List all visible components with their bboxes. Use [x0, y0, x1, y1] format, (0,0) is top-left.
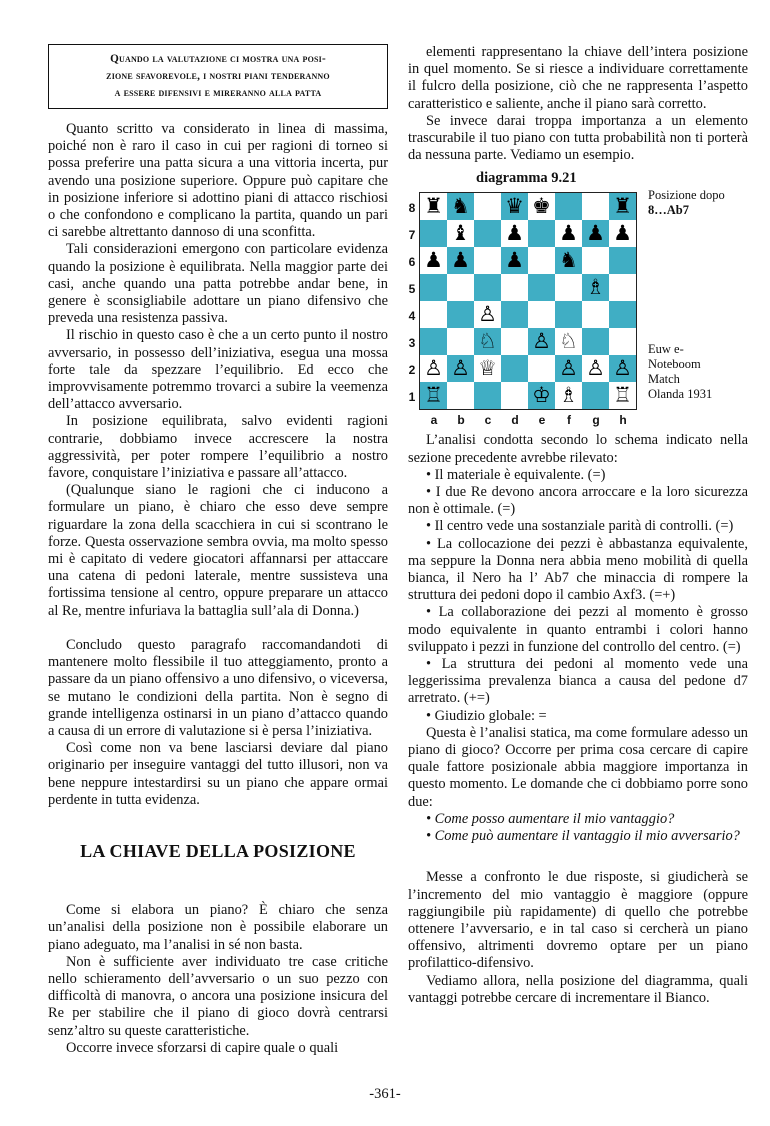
chess-piece: ♜ — [424, 194, 443, 219]
board-square-d1 — [501, 382, 528, 409]
board-square-g3 — [582, 328, 609, 355]
board-square-a7 — [420, 220, 447, 247]
paragraph: Non è sufficiente aver individuato tre case critiche nello schieramento dell’avversario o un suo pezzo con difficoltà di manovra, o ancora una posizione insicura del Re per stabilire che il piano di gioco dovrà centrarsi senz’altro su queste caratteristiche. — [48, 953, 388, 1039]
paragraph: Vediamo allora, nella posizione del diagramma, quali vantaggi potrebbe cercare di incrementare il Bianco. — [408, 972, 748, 1006]
chess-piece: ♘ — [559, 329, 578, 354]
board-square-f3 — [555, 328, 582, 355]
board-square-a3 — [420, 328, 447, 355]
rank-label: 8 — [408, 200, 416, 215]
paragraph: Concludo questo paragrafo raccomandandoti di mantenere molto flessibile il tuo atteggiamento, pronto a passare da un piano offensivo a uno difensivo, o viceversa, se mutano le condizioni della partita. Non è segno di grande intelligenza ostinarsi in un piano d’attacco quando a causa di un errore di valutazione si è persa l’iniziativa. — [48, 636, 388, 739]
chess-piece: ♟ — [559, 221, 578, 246]
chess-piece: ♙ — [559, 356, 578, 381]
board-square-e1 — [528, 382, 555, 409]
caption-line: Posizione dopo — [648, 188, 725, 203]
rank-label: 5 — [408, 281, 416, 296]
board-square-a6 — [420, 247, 447, 274]
paragraph: elementi rappresentano la chiave dell’intera posizione in quel momento. Se si riesce a individuare correttamente il fulcro della posizione, ciò che ne rappresenta l’aspetto caratteristico e saliente, anche il piano sarà corretto. — [408, 44, 748, 112]
chess-diagram — [408, 170, 748, 432]
chess-piece: ♖ — [424, 383, 443, 408]
board-square-c4 — [474, 301, 501, 328]
board-square-f7 — [555, 220, 582, 247]
box-line: zione sfavorevole, i nostri piani tenderanno — [106, 70, 330, 82]
page-number: -361- — [369, 1086, 401, 1102]
board-square-f2 — [555, 355, 582, 382]
paragraph: Questa è l’analisi statica, ma come formulare adesso un piano di gioco? Occorre per prima cosa cercare di capire quale fattore posizionale abbia maggiore importanza in questo momento. Le domande che ci dobbiamo porre sono due: — [408, 724, 748, 810]
board-square-f1 — [555, 382, 582, 409]
chess-piece: ♟ — [613, 221, 632, 246]
file-label: f — [567, 413, 571, 428]
box-line: a essere difensivi e mireranno alla patta — [114, 87, 322, 99]
board-square-g5 — [582, 274, 609, 301]
board-square-c2 — [474, 355, 501, 382]
board-square-d6 — [501, 247, 528, 274]
chess-piece: ♟ — [505, 248, 524, 273]
board-square-a5 — [420, 274, 447, 301]
chess-piece: ♙ — [586, 356, 605, 381]
board-square-g7 — [582, 220, 609, 247]
chess-piece: ♟ — [424, 248, 443, 273]
board-square-e7 — [528, 220, 555, 247]
board-square-f5 — [555, 274, 582, 301]
rank-label: 1 — [408, 389, 416, 404]
paragraph: Occorre invece sforzarsi di capire quale o quali — [66, 1039, 339, 1056]
chess-piece: ♗ — [559, 383, 578, 408]
chess-piece: ♕ — [478, 356, 497, 381]
board-square-d2 — [501, 355, 528, 382]
chess-piece: ♙ — [451, 356, 470, 381]
board-square-c8 — [474, 193, 501, 220]
board-square-c7 — [474, 220, 501, 247]
file-label: b — [457, 413, 465, 428]
chess-piece: ♞ — [451, 194, 470, 219]
board-square-h7 — [609, 220, 636, 247]
chess-piece: ♛ — [505, 194, 524, 219]
chess-piece: ♙ — [478, 302, 497, 327]
bullet-item: • La collaborazione dei pezzi al momento è grosso modo equivalente in quanto entrambi i colori hanno sviluppato i pezzi in funzione del controllo del centro. (=) — [408, 604, 748, 655]
chess-board — [419, 192, 637, 410]
board-square-a4 — [420, 301, 447, 328]
paragraph: Quanto scritto va considerato in linea di massima, poiché non è raro il caso in cui per ragioni di torneo si possa preferire una patta sicura a una vittoria incerta, pur avendo una posizione superiore. Oppure può capitare che in posizione inferiore si adottino piani di attacco rischiosi o che confondono e complicano la partita, quando un pari ci sarebbe altrettanto dannoso di una sconfitta. — [48, 121, 388, 241]
bullet-item: • La collocazione dei pezzi è abbastanza equivalente, ma seppure la Donna nera abbia meno mobilità di quella bianca, il Nero ha l’ Ab7 che minaccia di rompere la struttura dei pedoni dopo il cambio Axf3. (=+) — [408, 535, 748, 604]
board-square-b1 — [447, 382, 474, 409]
file-label: c — [484, 413, 492, 428]
caption-line: 8…Ab7 — [648, 203, 689, 218]
board-square-d5 — [501, 274, 528, 301]
rank-label: 4 — [408, 308, 416, 323]
left-column — [48, 44, 388, 1057]
diagram-title: diagramma 9.21 — [476, 170, 577, 187]
board-square-c6 — [474, 247, 501, 274]
rank-label: 3 — [408, 335, 416, 350]
paragraph: Se invece darai troppa importanza a un elemento trascurabile il tuo piano con tutta probabilità non ti porterà da nessuna parte. Vediamo un esempio. — [408, 112, 748, 164]
board-square-e3 — [528, 328, 555, 355]
board-square-h1 — [609, 382, 636, 409]
bullet-item: • I due Re devono ancora arroccare e la loro sicurezza non è ottimale. (=) — [408, 484, 748, 518]
board-square-e2 — [528, 355, 555, 382]
file-label: a — [430, 413, 438, 428]
board-square-e4 — [528, 301, 555, 328]
section-heading: LA CHIAVE DELLA POSIZIONE — [80, 840, 356, 861]
board-square-b7 — [447, 220, 474, 247]
board-square-b6 — [447, 247, 474, 274]
caption-line: Noteboom — [648, 357, 701, 372]
bullet-item: • Giudizio globale: = — [426, 707, 547, 724]
board-square-d7 — [501, 220, 528, 247]
board-square-h8 — [609, 193, 636, 220]
chess-piece: ♙ — [532, 329, 551, 354]
board-square-g4 — [582, 301, 609, 328]
board-square-a8 — [420, 193, 447, 220]
chess-piece: ♟ — [451, 248, 470, 273]
caption-line: Euw e- — [648, 342, 684, 357]
board-square-h3 — [609, 328, 636, 355]
board-square-b2 — [447, 355, 474, 382]
file-label: d — [511, 413, 519, 428]
right-column — [408, 44, 748, 1007]
board-square-e6 — [528, 247, 555, 274]
box-line: Quando la valutazione ci mostra una posi- — [110, 53, 326, 65]
chess-piece: ♔ — [532, 383, 551, 408]
board-square-b3 — [447, 328, 474, 355]
board-square-d3 — [501, 328, 528, 355]
caption-line: Olanda 1931 — [648, 387, 713, 402]
chess-piece: ♝ — [451, 221, 470, 246]
board-square-e5 — [528, 274, 555, 301]
bullet-item: • La struttura dei pedoni al momento vede una leggerissima prevalenza bianca a causa del pedone d7 arretrato. (+=) — [408, 656, 748, 707]
file-label: g — [592, 413, 600, 428]
question-item: • Come posso aumentare il mio vantaggio? — [426, 810, 675, 827]
board-square-d4 — [501, 301, 528, 328]
board-square-h4 — [609, 301, 636, 328]
highlight-box — [48, 44, 388, 109]
chess-piece: ♘ — [478, 329, 497, 354]
paragraph: Tali considerazioni emergono con particolare evidenza quando la posizione è equilibrata. Nella maggior parte dei casi, anche quando una patta potrebbe andar bene, in genere è sconsigliabile adottare un piano difensivo che preveda una resistenza passiva. — [48, 241, 388, 327]
board-square-a2 — [420, 355, 447, 382]
question-item: • Come può aumentare il vantaggio il mio avversario? — [426, 828, 740, 845]
board-square-b4 — [447, 301, 474, 328]
board-square-h5 — [609, 274, 636, 301]
chess-piece: ♟ — [505, 221, 524, 246]
board-square-e8 — [528, 193, 555, 220]
board-square-d8 — [501, 193, 528, 220]
board-square-f4 — [555, 301, 582, 328]
paragraph: (Qualunque siano le ragioni che ci inducono a formulare un piano, è chiaro che esso deve sempre riguardare la zona della scacchiera in cui si scontrano le forze. Questa osservazione sembra ovvia, ma molto spesso mi è capitato di vedere giocatori affannarsi per attaccare una catena di pedoni laterale, mentre sussisteva una fortissima tensione al centro, oppure preparare un attacco al Re, mentre infuriava la battaglia sull’ala di Donna.) — [48, 482, 388, 619]
board-square-g8 — [582, 193, 609, 220]
board-square-g2 — [582, 355, 609, 382]
chess-piece: ♞ — [559, 248, 578, 273]
rank-label: 7 — [408, 227, 416, 242]
board-square-c1 — [474, 382, 501, 409]
rank-label: 6 — [408, 254, 416, 269]
rank-label: 2 — [408, 362, 416, 377]
board-square-f8 — [555, 193, 582, 220]
paragraph: L’analisi condotta secondo lo schema indicato nella sezione precedente avrebbe rilevato: — [408, 432, 748, 466]
game-caption — [648, 342, 738, 402]
position-caption — [648, 188, 725, 218]
board-square-b5 — [447, 274, 474, 301]
chess-piece: ♗ — [586, 275, 605, 300]
board-square-b8 — [447, 193, 474, 220]
file-label: e — [538, 413, 546, 428]
chess-piece: ♜ — [613, 194, 632, 219]
paragraph: Come si elabora un piano? È chiaro che senza un’analisi della posizione non è possibile elaborare un piano adeguato, ma l’analisi in sé non basta. — [48, 902, 388, 953]
paragraph: In posizione equilibrata, salvo evidenti ragioni contrarie, dobbiamo invece accrescere la nostra aggressività, per poter rompere l’equilibrio a nostro favore, conquistare l’iniziativa e passare all’attacco. — [48, 413, 388, 482]
board-square-h2 — [609, 355, 636, 382]
paragraph: Il rischio in questo caso è che a un certo punto il nostro avversario, in possesso dell’iniziativa, esegua una mossa forte tale da spezzare l’equilibrio. Ed ecco che improvvisamente potremmo trovarci a subire la veemenza dell’attacco avversario. — [48, 327, 388, 413]
chess-piece: ♟ — [586, 221, 605, 246]
file-label: h — [619, 413, 627, 428]
board-square-c5 — [474, 274, 501, 301]
chess-piece: ♙ — [424, 356, 443, 381]
bullet-item: • Il materiale è equivalente. (=) — [426, 466, 606, 483]
paragraph: Così come non va bene lasciarsi deviare dal piano originario per inseguire vantaggi del tutto illusori, non va bene neppure intestardirsi su un piano che appare ormai perdente in tutta evidenza. — [48, 740, 388, 808]
board-square-h6 — [609, 247, 636, 274]
bullet-item: • Il centro vede una sostanziale parità di controlli. (=) — [426, 518, 734, 535]
paragraph: Messe a confronto le due risposte, si giudicherà se l’incremento del mio vantaggio è maggiore (oppure raggiungibile più rapidamente) di quello che potrebbe ottenere l’avversario, e in tal caso si cercherà un piano offensivo, altrimenti dovremo optare per un piano profilattico-difensivo. — [408, 869, 748, 972]
board-square-g6 — [582, 247, 609, 274]
board-square-g1 — [582, 382, 609, 409]
chess-piece: ♚ — [532, 194, 551, 219]
board-square-f6 — [555, 247, 582, 274]
chess-piece: ♙ — [613, 356, 632, 381]
chess-piece: ♖ — [613, 383, 632, 408]
board-square-a1 — [420, 382, 447, 409]
caption-line: Match — [648, 372, 680, 387]
board-square-c3 — [474, 328, 501, 355]
